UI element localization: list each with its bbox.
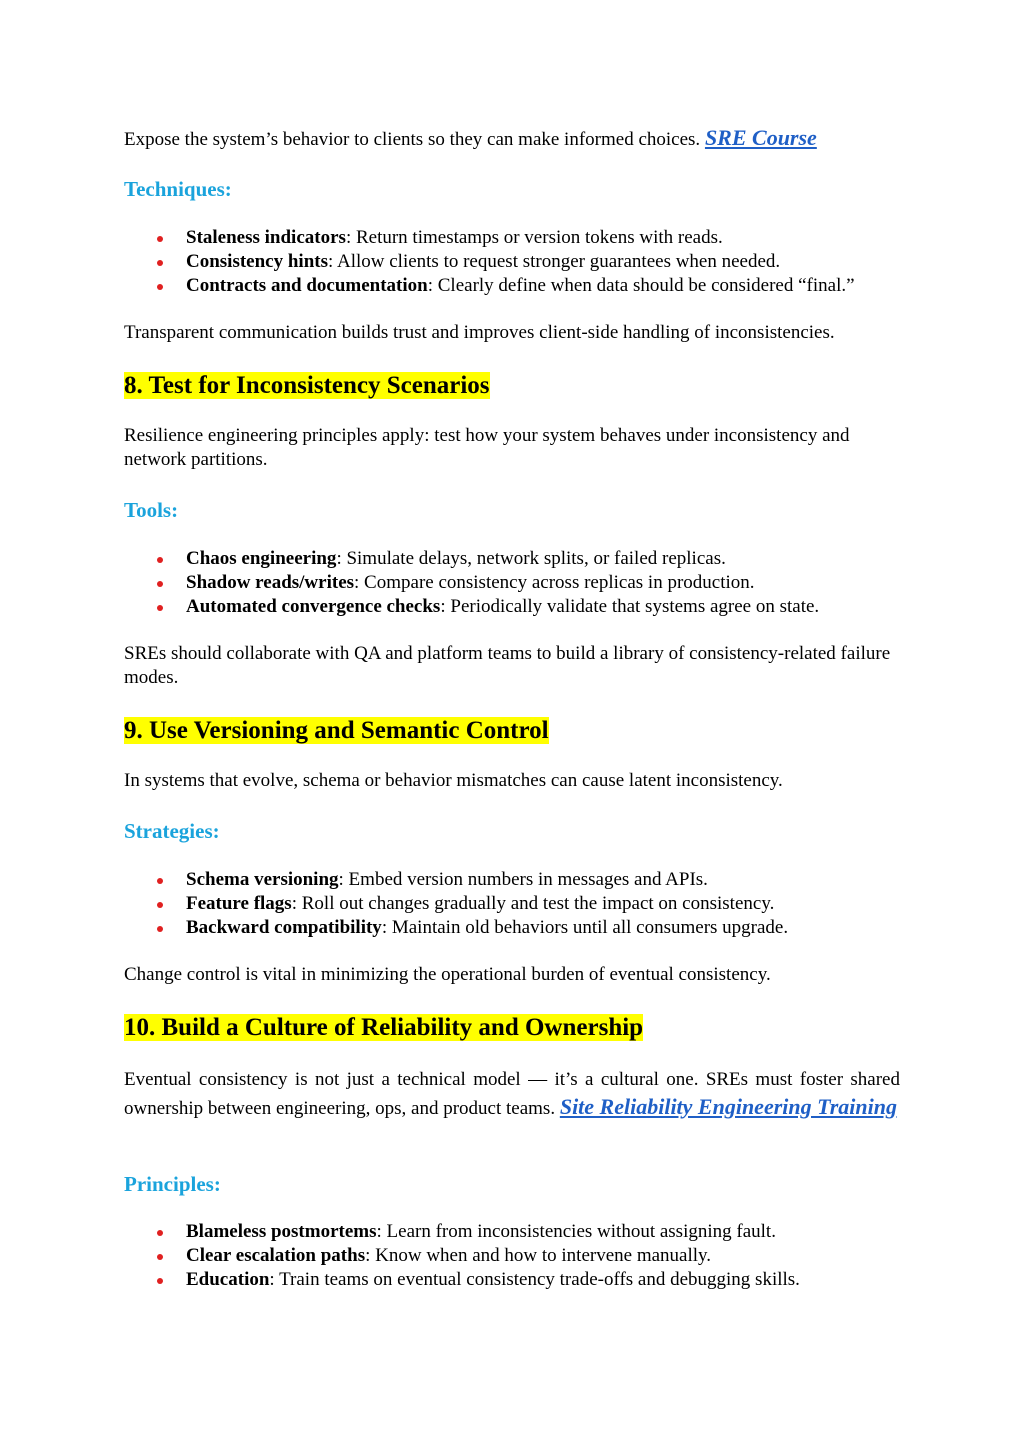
bullet-icon <box>157 605 163 611</box>
strategies-heading: Strategies: <box>124 819 220 843</box>
bullet-icon <box>157 878 163 884</box>
bullet-icon <box>157 1254 163 1260</box>
section-10-intro: Eventual consistency is not just a technical model — it’s a cultural one. SREs must foster shared ownership between engineering, ops, and product teams. Site Reliability Engineering Training <box>124 1069 900 1119</box>
bullet-icon <box>157 1230 163 1236</box>
list-item: Staleness indicators: Return timestamps or version tokens with reads. <box>124 226 900 250</box>
section-9-title: 9. Use Versioning and Semantic Control <box>124 717 549 744</box>
bullet-icon <box>157 581 163 587</box>
sre-course-link[interactable]: SRE Course <box>704 125 817 150</box>
principles-list <box>124 1220 900 1292</box>
intro-text: Expose the system’s behavior to clients so they can make informed choices. <box>124 129 701 150</box>
list-item: Backward compatibility: Maintain old behaviors until all consumers upgrade. <box>124 916 900 940</box>
list-item: Schema versioning: Embed version numbers in messages and APIs. <box>124 868 900 892</box>
bullet-icon <box>157 902 163 908</box>
bullet-icon <box>157 260 163 266</box>
intro-paragraph <box>124 126 900 152</box>
section-8-closing: SREs should collaborate with QA and platform teams to build a library of consistency-related failure modes. <box>124 643 891 688</box>
section-8-intro: Resilience engineering principles apply: test how your system behaves under inconsistency and network partitions. <box>124 425 850 470</box>
list-item: Automated convergence checks: Periodically validate that systems agree on state. <box>124 595 900 619</box>
bullet-icon <box>157 1278 163 1284</box>
list-item: Feature flags: Roll out changes gradually and test the impact on consistency. <box>124 892 900 916</box>
tools-list <box>124 547 900 619</box>
principles-heading: Principles: <box>124 1172 221 1196</box>
list-item: Blameless postmortems: Learn from inconsistencies without assigning fault. <box>124 1220 900 1244</box>
bullet-icon <box>157 926 163 932</box>
tools-heading: Tools: <box>124 498 179 522</box>
list-item: Clear escalation paths: Know when and how to intervene manually. <box>124 1244 900 1268</box>
sre-training-link[interactable]: Site Reliability Engineering Training <box>559 1094 898 1119</box>
techniques-heading: Techniques: <box>124 177 232 201</box>
list-item: Chaos engineering: Simulate delays, network splits, or failed replicas. <box>124 547 900 571</box>
techniques-list <box>124 226 900 298</box>
section-9-closing: Change control is vital in minimizing the operational burden of eventual consistency. <box>124 964 771 985</box>
bullet-icon <box>157 284 163 290</box>
section-10-title: 10. Build a Culture of Reliability and Ownership <box>124 1014 644 1041</box>
bullet-icon <box>157 557 163 563</box>
list-item: Shadow reads/writes: Compare consistency across replicas in production. <box>124 571 900 595</box>
list-item: Consistency hints: Allow clients to request stronger guarantees when needed. <box>124 250 900 274</box>
list-item: Contracts and documentation: Clearly define when data should be considered “final.” <box>124 274 900 298</box>
strategies-list <box>124 868 900 940</box>
techniques-closing: Transparent communication builds trust and improves client-side handling of inconsistencies. <box>124 322 835 343</box>
bullet-icon <box>157 236 163 242</box>
section-8-title: 8. Test for Inconsistency Scenarios <box>124 372 490 399</box>
section-9-intro: In systems that evolve, schema or behavior mismatches can cause latent inconsistency. <box>124 770 783 791</box>
list-item: Education: Train teams on eventual consistency trade-offs and debugging skills. <box>124 1268 900 1292</box>
